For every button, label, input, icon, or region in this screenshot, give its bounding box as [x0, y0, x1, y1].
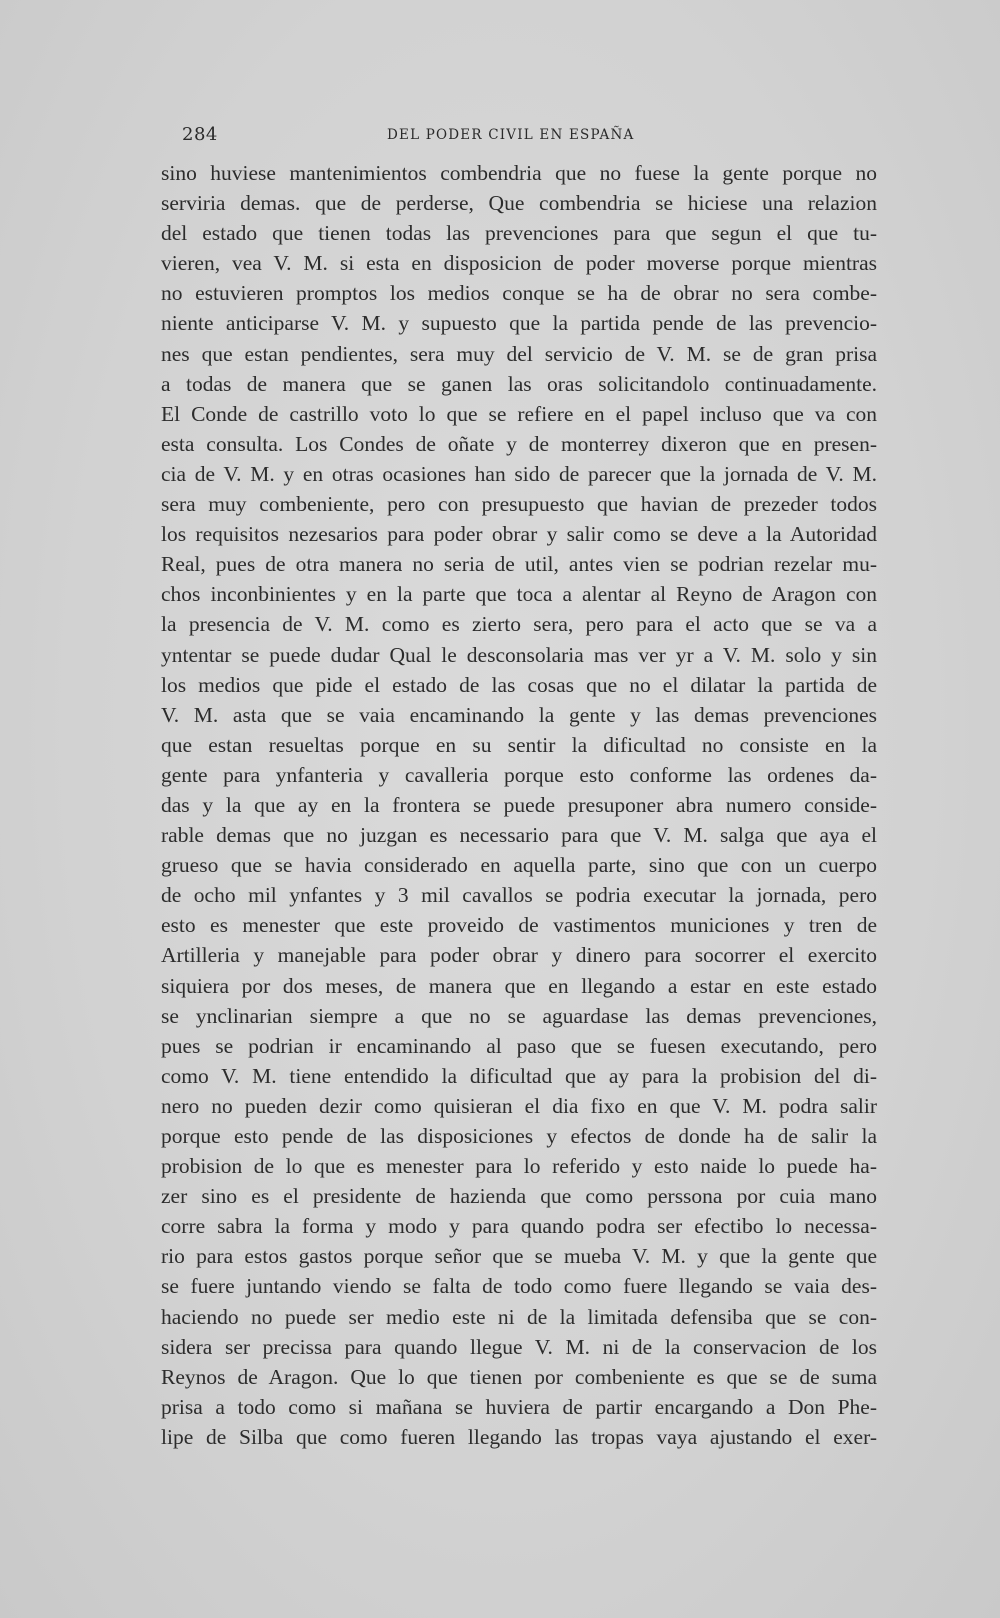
text-line: das y la que ay en la frontera se puede presuponer abra numero conside- [161, 792, 877, 817]
text-line: sino huviese mantenimientos combendria que no fuese la gente porque no [161, 161, 877, 185]
text-line: esto es menester que este proveido de vastimentos municiones y tren de [161, 913, 877, 938]
text-line: grueso que se havia considerado en aquella parte, sino que con un cuerpo [161, 853, 877, 878]
text-line: yntentar se puede dudar Qual le desconsolaria mas ver yr a V. M. solo y sin [161, 642, 877, 667]
text-line: porque esto pende de las disposiciones y efectos de donde ha de salir la [161, 1124, 877, 1148]
text-line: a todas de manera que se ganen las oras solicitandolo continuadamente. [161, 371, 877, 396]
text-line: nes que estan pendientes, sera muy del servicio de V. M. se de gran prisa [161, 341, 877, 366]
text-line: lipe de Silba que como fueren llegando las tropas vaya ajustando el exer- [161, 1424, 877, 1449]
text-line: nero no pueden dezir como quisieran el dia fixo en que V. M. podra salir [161, 1093, 877, 1118]
text-line: sera muy combeniente, pero con presupuesto que havian de prezeder todos [161, 492, 877, 517]
text-line: niente anticiparse V. M. y supuesto que la partida pende de las prevencio- [161, 311, 877, 336]
text-line: serviria demas. que de perderse, Que combendria se hiciese una relazion [161, 191, 877, 216]
text-line: que estan resueltas porque en su sentir la dificultad no consiste en la [161, 732, 877, 757]
text-line: cia de V. M. y en otras ocasiones han sido de parecer que la jornada de V. M. [161, 461, 877, 486]
text-line: corre sabra la forma y modo y para quando podra ser efectibo lo necessa- [161, 1214, 877, 1239]
text-line: no estuvieren promptos los medios conque se ha de obrar no sera combe- [161, 281, 877, 306]
text-line: siquiera por dos meses, de manera que en llegando a estar en este estado [161, 973, 877, 998]
page-number: 284 [182, 124, 218, 145]
text-line: sidera ser precissa para quando llegue V. M. ni de la conservacion de los [161, 1334, 877, 1359]
text-line: los medios que pide el estado de las cosas que no el dilatar la partida de [161, 672, 877, 697]
text-line: V. M. asta que se vaia encaminando la gente y las demas prevenciones [161, 702, 877, 727]
text-line: Artilleria y manejable para poder obrar y dinero para socorrer el exercito [161, 943, 877, 968]
text-line: prisa a todo como si mañana se huviera de partir encargando a Don Phe- [161, 1394, 877, 1419]
text-line: del estado que tienen todas las prevenciones para que segun el que tu- [161, 221, 877, 246]
text-line: Real, pues de otra manera no seria de util, antes vien se podrian rezelar mu- [161, 552, 877, 577]
text-line: rio para estos gastos porque señor que se mueba V. M. y que la gente que [161, 1244, 877, 1269]
text-line: se ynclinarian siempre a que no se aguardase las demas prevenciones, [161, 1003, 877, 1028]
text-line: de ocho mil ynfantes y 3 mil cavallos se podria executar la jornada, pero [161, 883, 877, 908]
text-line: probision de lo que es menester para lo referido y esto naide lo puede ha- [161, 1154, 877, 1179]
text-line: zer sino es el presidente de hazienda que como perssona por cuia mano [161, 1184, 877, 1209]
text-line: los requisitos nezesarios para poder obrar y salir como se deve a la Autoridad [161, 522, 877, 547]
text-line: como V. M. tiene entendido la dificultad que ay para la probision del di- [161, 1063, 877, 1088]
page-header [182, 124, 882, 148]
text-line: chos inconbinientes y en la parte que toca a alentar al Reyno de Aragon con [161, 582, 877, 607]
text-line: Reynos de Aragon. Que lo que tienen por combeniente es que se de suma [161, 1364, 877, 1389]
text-line: esta consulta. Los Condes de oñate y de monterrey dixeron que en presen- [161, 431, 877, 456]
text-line: vieren, vea V. M. si esta en disposicion de poder moverse porque mientras [161, 251, 877, 276]
text-line: haciendo no puede ser medio este ni de la limitada defensiba que se con- [161, 1304, 877, 1329]
text-line: se fuere juntando viendo se falta de todo como fuere llegando se vaia des- [161, 1274, 877, 1299]
text-line: la presencia de V. M. como es zierto sera, pero para el acto que se va a [161, 612, 877, 637]
text-line: rable demas que no juzgan es necessario para que V. M. salga que aya el [161, 823, 877, 848]
running-head: DEL PODER CIVIL EN ESPAÑA [387, 127, 635, 143]
text-line: El Conde de castrillo voto lo que se refiere en el papel incluso que va con [161, 401, 877, 426]
text-line: pues se podrian ir encaminando al paso que se fuesen executando, pero [161, 1033, 877, 1058]
text-line: gente para ynfanteria y cavalleria porque esto conforme las ordenes da- [161, 762, 877, 787]
body-text [161, 158, 877, 1452]
